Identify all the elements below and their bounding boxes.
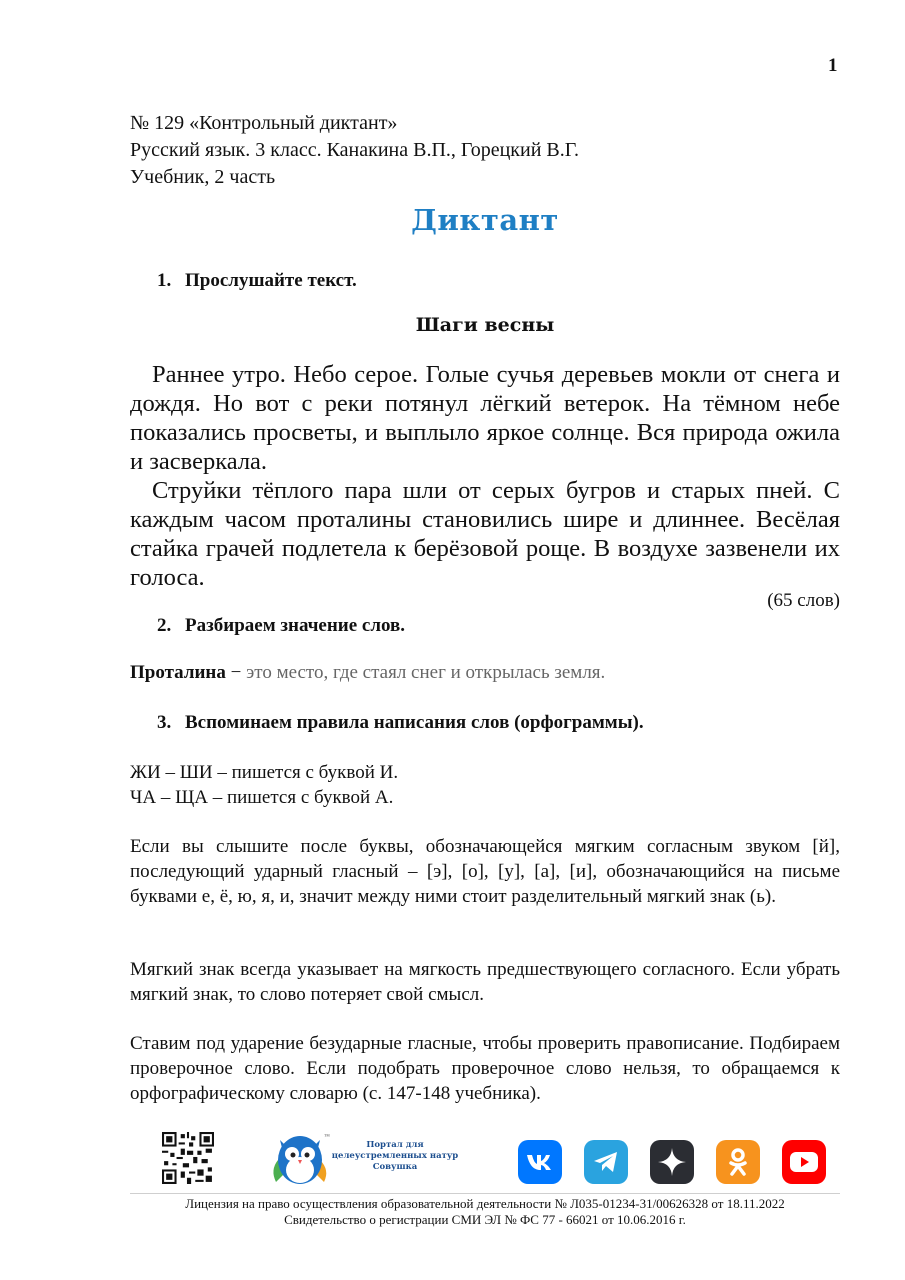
license-line: Лицензия на право осуществления образовательной деятельности № Л035-01234-31/00626328 от 18.11.2022 [185,1196,785,1211]
svg-text:™: ™ [324,1134,330,1140]
task-1 [157,270,357,292]
task-label: Прослушайте текст. [185,270,357,291]
task-2 [157,615,405,637]
rule-paragraph-soft-sign-separator [130,834,840,909]
dzen-icon[interactable] [650,1140,694,1184]
definition-term: Проталина [130,662,226,683]
youtube-icon[interactable] [782,1140,826,1184]
header-textbook: Русский язык. 3 класс. Канакина В.П., Горецкий В.Г. [130,139,580,161]
spelling-rule: ЧА – ЩА – пишется с буквой А. [130,787,394,808]
license-info [0,1196,905,1228]
social-links [518,1140,826,1184]
logo-text-line: Совушка [372,1162,418,1172]
task-label: Разбираем значение слов. [185,615,406,636]
task-label: Вспоминаем правила написания слов (орфограммы). [185,712,644,733]
footer-branding [130,1130,840,1190]
definition-dash: − [230,662,242,683]
story-title: Шаги весны [415,314,555,336]
registration-line: Свидетельство о регистрации СМИ ЭЛ № ФС 77 - 66021 от 10.06.2016 г. [284,1212,686,1227]
dictation-text [130,360,840,592]
rule-paragraph-soft-sign [130,957,840,1007]
rule-text: Мягкий знак всегда указывает на мягкость предшествующего согласного. Если убрать мягкий знак, то слово потеряет свой смысл. [130,959,840,1005]
spelling-rule: ЖИ – ШИ – пишется с буквой И. [130,762,399,783]
telegram-icon[interactable] [584,1140,628,1184]
page-number: 1 [828,55,838,76]
document-header [130,110,579,191]
qr-code-icon[interactable] [162,1132,214,1184]
odnoklassniki-icon[interactable] [716,1140,760,1184]
logo-text-line: Портал для [366,1140,424,1150]
task-3 [157,712,644,734]
spelling-rules-list [130,760,840,810]
word-count: (65 слов) [767,590,840,611]
definition-text: это место, где стаял снег и открылась земля. [246,662,606,683]
owl-icon [270,1130,332,1188]
logo-text [330,1140,460,1173]
task-number: 1. [157,270,172,291]
vk-icon[interactable] [518,1140,562,1184]
footer-divider [130,1193,840,1194]
rule-text: Ставим под ударение безударные гласные, чтобы проверить правописание. Подбираем проверочное слово. Если подобрать проверочное слово нельзя, то обращаемся к орфографическому словарю (с. 147-148 учебника). [130,1033,840,1104]
sovushka-logo[interactable] [270,1130,459,1190]
rule-paragraph-unstressed-vowels [130,1031,840,1106]
task-number: 2. [157,615,172,636]
word-definition [130,662,605,684]
story-paragraph: Струйки тёплого пара шли от серых бугров и старых пней. С каждым часом проталины становились шире и длиннее. Весёлая стайка грачей подлетела к берёзовой роще. В воздухе зазвенели их голоса. [130,477,840,591]
task-number: 3. [157,712,172,733]
header-part: Учебник, 2 часть [130,166,276,188]
rule-text: Если вы слышите после буквы, обозначающейся мягким согласным звуком [й], последующий ударный гласный – [э], [о], [у], [а], [и], обозначающийся на письме буквами е, ё, ю, я, и, значит между ними стоит разделительный мягкий знак (ь). [130,836,840,907]
logo-text-line: целеустремленных натур [331,1151,459,1161]
header-exercise-number: № 129 «Контрольный диктант» [130,112,398,134]
page-title: Диктант [411,203,559,237]
story-paragraph: Раннее утро. Небо серое. Голые сучья деревьев мокли от снега и дождя. Но вот с реки потянул лёгкий ветерок. На тёмном небе показались просветы, и выплыло яркое солнце. Вся природа ожила и засверкала. [130,361,840,475]
